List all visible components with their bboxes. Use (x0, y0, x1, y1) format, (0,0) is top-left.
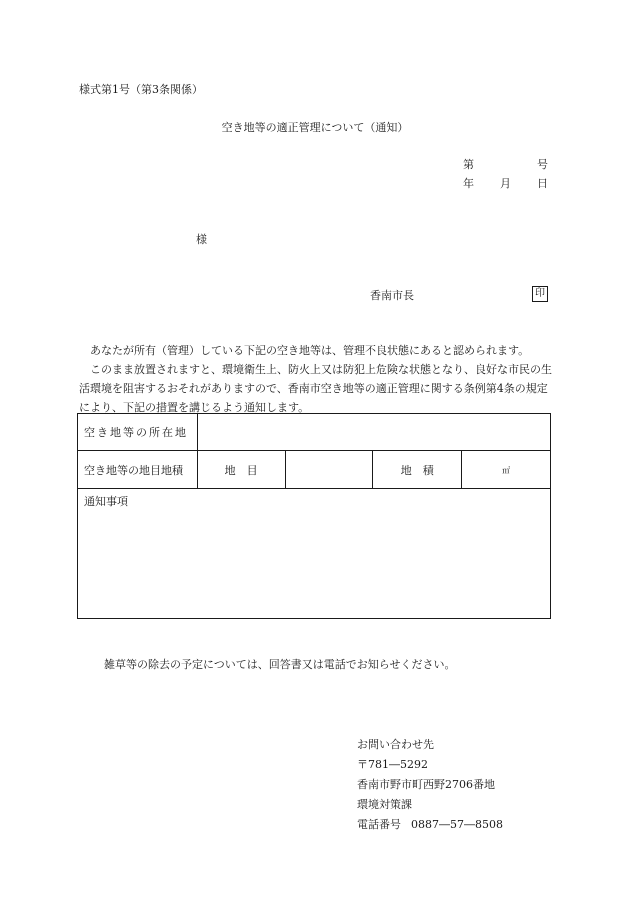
notice-number-go: 号 (537, 158, 548, 171)
document-title: 空き地等の適正管理について（通知） (221, 121, 409, 134)
notice-items-cell (78, 489, 551, 619)
contact-postal: 〒781―5292 (357, 758, 428, 771)
contact-heading: お問い合わせ先 (357, 738, 434, 751)
table-row-land-category (78, 451, 551, 489)
notice-items-label: 通知事項 (84, 495, 128, 508)
area-unit: ㎡ (502, 466, 511, 475)
contact-department: 環境対策課 (357, 798, 412, 811)
notice-table (77, 413, 551, 619)
date-year: 年 (463, 177, 474, 190)
chiseki-label: 地 積 (373, 451, 462, 489)
sender-name: 香南市長 (370, 289, 414, 302)
chimoku-value (285, 451, 373, 489)
phone-label: 電話番号 (357, 818, 401, 831)
chimoku-label: 地 目 (197, 451, 285, 489)
contact-phone (357, 815, 503, 835)
notice-number (463, 156, 548, 172)
date-month: 月 (500, 177, 511, 190)
date-day: 日 (537, 177, 548, 190)
closing-text: 雑草等の除去の予定については、回答書又は電話でお知らせください。 (104, 658, 456, 671)
phone-number: 0887―57―8508 (411, 818, 503, 831)
form-number: 様式第1号（第3条関係） (79, 83, 203, 96)
chiseki-value-cell (462, 451, 551, 489)
notice-number-dai: 第 (463, 158, 474, 171)
location-value (197, 414, 550, 451)
contact-block (357, 735, 503, 835)
body-text (79, 341, 554, 417)
table-row-notice-items (78, 489, 551, 619)
table-row-location (78, 414, 551, 451)
seal-mark: 印 (532, 286, 548, 302)
notice-date (463, 175, 548, 191)
body-paragraph-1: あなたが所有（管理）している下記の空き地等は、管理不良状態にあると認められます。 (90, 344, 530, 357)
location-label: 空き地等の所在地 (78, 414, 198, 451)
recipient-suffix: 様 (196, 233, 207, 246)
land-category-label: 空き地等の地目地積 (78, 451, 198, 489)
contact-address: 香南市野市町西野2706番地 (357, 778, 495, 791)
body-paragraph-2: このまま放置されますと、環境衛生上、防火上又は防犯上危険な状態となり、良好な市民の生活環境を阻害するおそれがありますので、香南市空き地等の適正管理に関する条例第4条の規定により、下記の措置を講じるよう通知します。 (79, 363, 552, 414)
